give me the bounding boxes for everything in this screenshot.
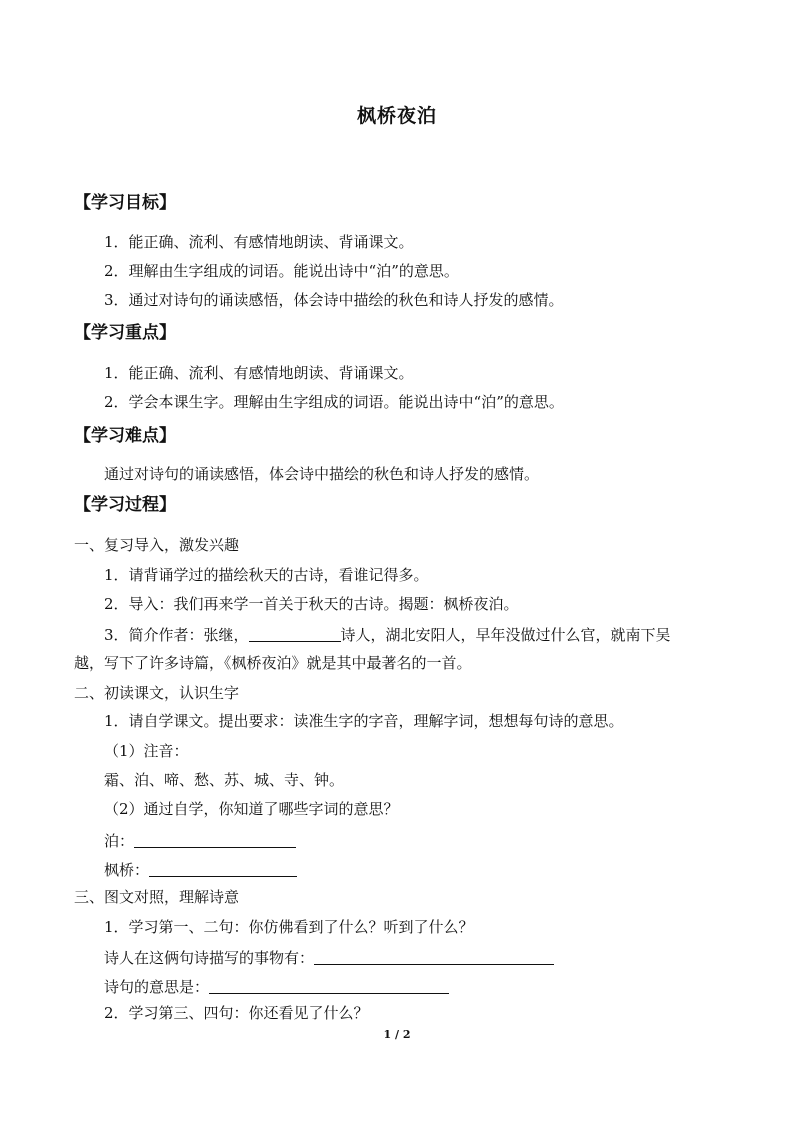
key-point-item-1: 1．能正确、流利、有感情地朗读、背诵课文。 [104,364,414,382]
section-heading-goals: 【学习目标】 [74,193,176,213]
process-part3-item2: 2．学习第三、四句：你还看见了什么？ [104,1004,369,1022]
key-point-item-2: 2．学会本课生字。理解由生字组成的词语。能说出诗中“泊”的意思。 [104,393,564,411]
new-characters-list: 霜、泊、啼、愁、苏、城、寺、钟。 [104,771,345,789]
process-part1-item3-continued: 越，写下了许多诗篇，《枫桥夜泊》就是其中最著名的一首。 [74,654,472,672]
fill-blank-meaning[interactable] [209,978,449,994]
process-part3-heading: 三、图文对照，理解诗意 [74,888,240,906]
fill-line-bo [104,832,296,849]
section-heading-key-points: 【学习重点】 [74,323,176,343]
fill-label-fengqiao: 枫桥： [104,861,150,879]
section-heading-difficulties: 【学习难点】 [74,426,176,446]
goal-item-1: 1．能正确、流利、有感情地朗读、背诵课文。 [104,233,414,251]
fill-line-fengqiao [104,861,297,878]
fill-label-things: 诗人在这俩句诗描写的事物有： [104,949,315,967]
page-number: 1 / 2 [383,1028,411,1041]
process-part1-item2: 2．导入：我们再来学一首关于秋天的古诗。揭题：枫桥夜泊。 [104,595,519,613]
goal-item-2: 2．理解由生字组成的词语。能说出诗中“泊”的意思。 [104,262,459,280]
difficulty-text: 通过对诗句的诵读感悟，体会诗中描绘的秋色和诗人抒发的感情。 [104,465,540,483]
process-part2-sub1: （1）注音： [104,742,189,760]
process-part1-item3 [104,626,671,643]
fill-line-things [104,949,554,966]
author-intro-rest: 诗人，湖北安阳人，早年没做过什么官，就南下吴 [340,626,671,644]
author-intro-label: 3．简介作者：张继， [104,626,249,644]
process-part2-heading: 二、初读课文，认识生字 [74,684,240,702]
fill-blank-fengqiao[interactable] [149,861,297,877]
fill-blank-bo[interactable] [134,832,296,848]
process-part2-sub2: （2）通过自学，你知道了哪些字词的意思？ [104,800,399,818]
goal-item-3: 3．通过对诗句的诵读感悟，体会诗中描绘的秋色和诗人抒发的感情。 [104,291,564,309]
page-title: 枫桥夜泊 [356,105,437,127]
section-heading-process: 【学习过程】 [74,495,176,515]
fill-line-meaning [104,978,449,995]
process-part1-item1: 1．请背诵学过的描绘秋天的古诗，看谁记得多。 [104,566,429,584]
fill-label-bo: 泊： [104,832,135,850]
process-part2-item1: 1．请自学课文。提出要求：读准生字的字音，理解字词，想想每句诗的意思。 [104,712,624,730]
process-part3-item1: 1．学习第一、二句：你仿佛看到了什么？听到了什么？ [104,918,474,936]
process-part1-heading: 一、复习导入，激发兴趣 [74,536,240,554]
fill-label-meaning: 诗句的意思是： [104,978,210,996]
author-era-blank[interactable] [249,626,341,642]
fill-blank-things[interactable] [314,949,554,965]
